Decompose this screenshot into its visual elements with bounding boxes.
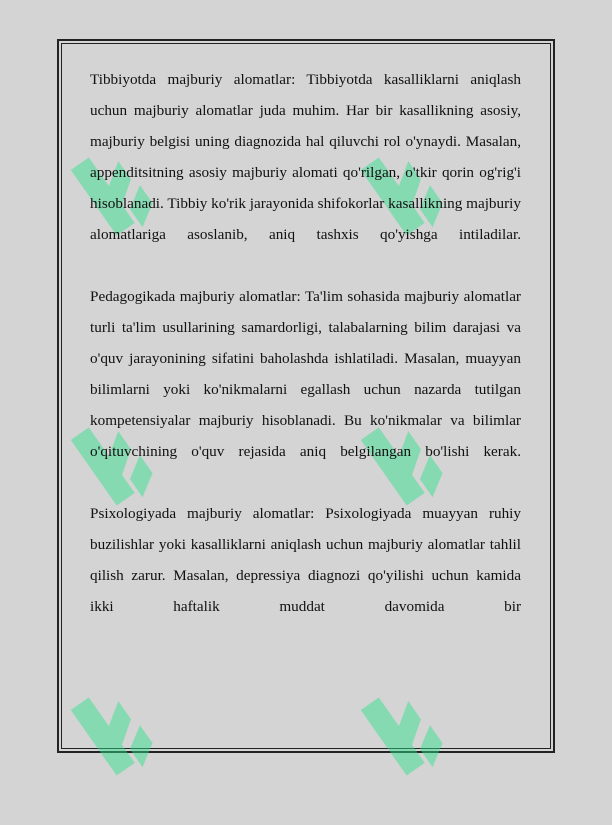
paragraph-pedagogy: Pedagogikada majburiy alomatlar: Ta'lim sohasida majburiy alomatlar turli ta'lim usullarining samardorligi, talabalarning bilim darajasi va o'quv jarayonining sifatini baholashda ishlatiladi. Masalan, muayyan bilimlarni yoki ko'nikmalarni egallash uchun nazarda tutilgan kompetensiyalar majburiy hisoblanadi. Bu ko'nikmalar va bilimlar o'qituvchining o'quv rejasida aniq belgilangan bo'lishi kerak. <box>90 288 521 460</box>
paragraph-psychology: Psixologiyada majburiy alomatlar: Psixologiyada muayyan ruhiy buzilishlar yoki kasalliklarni aniqlash uchun majburiy alomatlar tahlil qilish zarur. Masalan, depressiya diagnozi qo'yilishi uchun kamida ikki haftalik muddat davomida bir <box>90 505 521 615</box>
document-body <box>90 64 521 653</box>
paragraph-medicine: Tibbiyotda majburiy alomatlar: Tibbiyotda kasalliklarni aniqlash uchun majburiy alomatlar juda muhim. Har bir kasallikning asosiy, majburiy belgisi uning diagnozida hal qiluvchi rol o'ynaydi. Masalan, appenditsitning asosiy majburiy alomati qo'rilgan, o'tkir qorin og'rig'i hisoblanadi. Tibbiy ko'rik jarayonida shifokorlar kasallikning majburiy alomatlariga asoslanib, aniq tashxis qo'yishga intiladilar. <box>90 71 521 243</box>
